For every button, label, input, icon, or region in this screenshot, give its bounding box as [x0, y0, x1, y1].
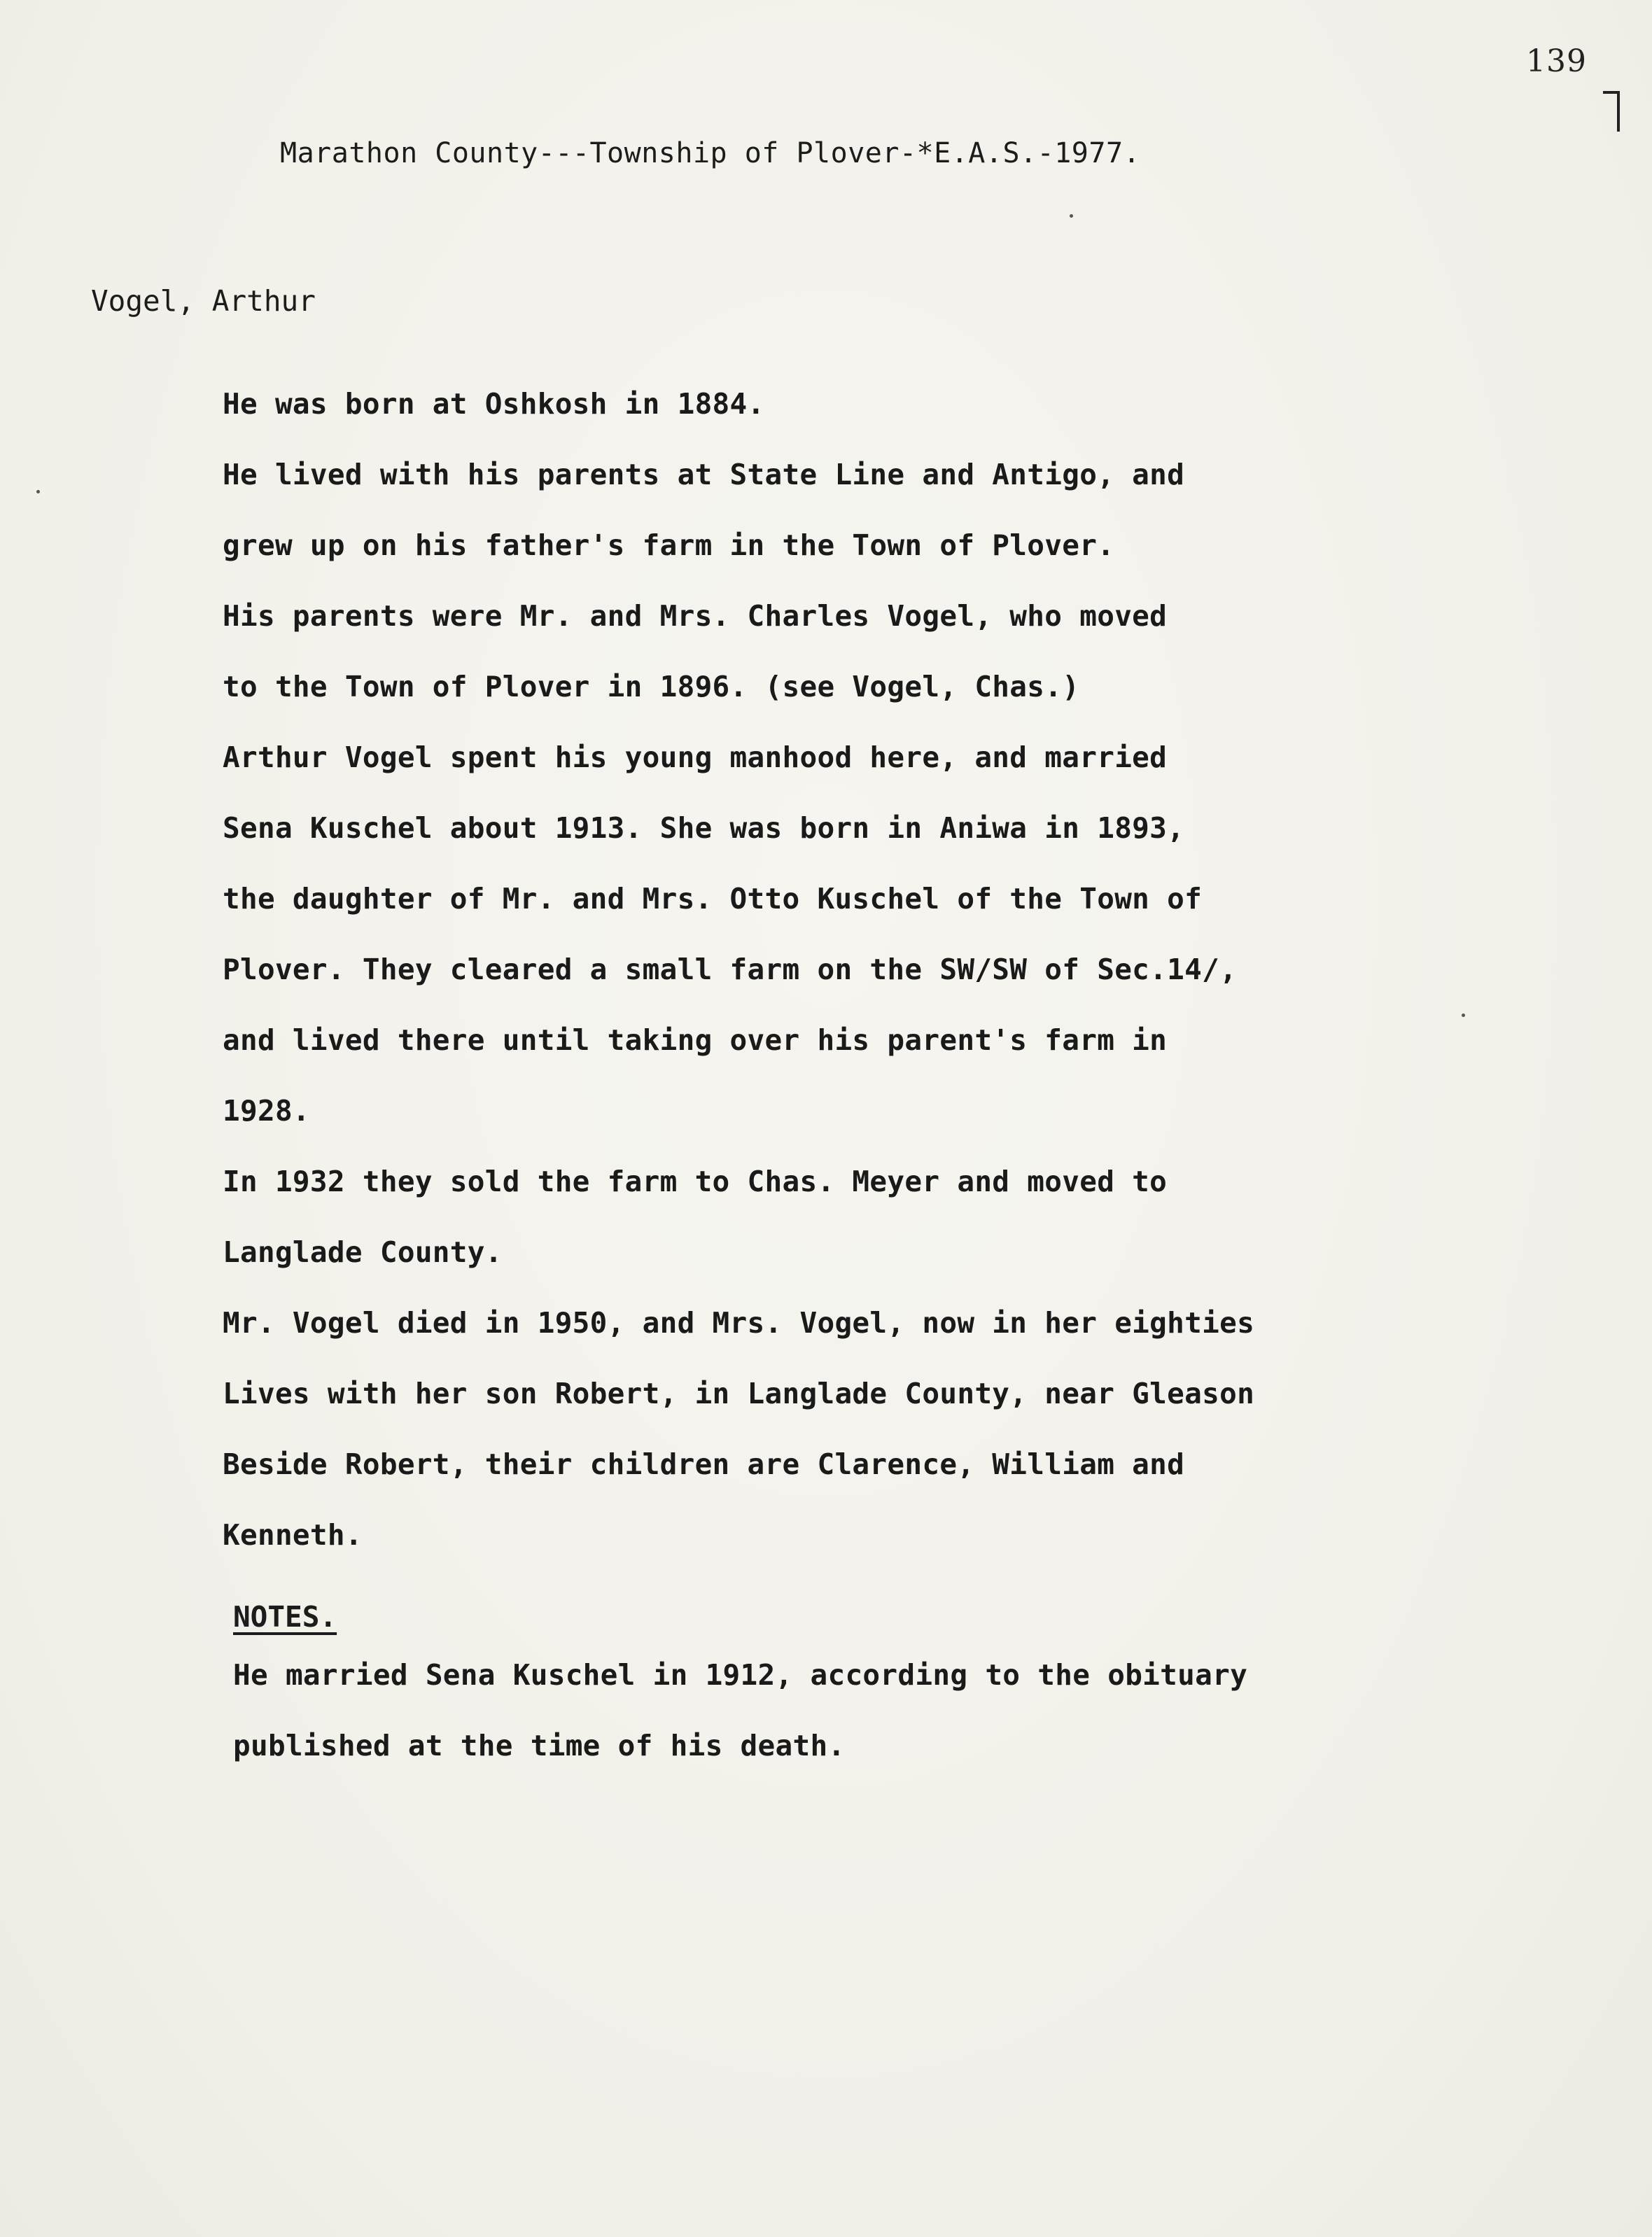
paper-speck: [1462, 1014, 1465, 1017]
body-line: Sena Kuschel about 1913. She was born in Aniwa in 1893,: [223, 811, 1185, 845]
corner-bracket-vertical: [1617, 91, 1620, 132]
body-line: Langlade County.: [223, 1235, 503, 1269]
notes-line: He married Sena Kuschel in 1912, according to the obituary: [233, 1658, 1248, 1692]
notes-line: published at the time of his death.: [233, 1729, 846, 1762]
paper-speck: [36, 490, 40, 493]
body-line: In 1932 they sold the farm to Chas. Meyer and moved to: [223, 1165, 1168, 1198]
notes-text: [233, 1657, 1563, 1799]
body-line: grew up on his father's farm in the Town of Plover.: [223, 528, 1115, 562]
body-line: Kenneth.: [223, 1518, 363, 1552]
body-line: Lives with her son Robert, in Langlade County, near Gleason: [223, 1377, 1255, 1410]
body-line: Arthur Vogel spent his young manhood here, and married: [223, 741, 1168, 774]
paper-speck: [1070, 214, 1073, 218]
body-line: Mr. Vogel died in 1950, and Mrs. Vogel, now in her eighties: [223, 1306, 1255, 1340]
body-line: to the Town of Plover in 1896. (see Vogel, Chas.): [223, 670, 1080, 703]
subject-name: Vogel, Arthur: [91, 284, 316, 318]
page-number: 139: [1526, 43, 1587, 79]
document-header: Marathon County---Township of Plover-*E.A.S.-1977.: [280, 137, 1141, 169]
body-line: 1928.: [223, 1094, 310, 1128]
notes-heading: NOTES.: [233, 1600, 337, 1634]
body-text: [223, 386, 1553, 1588]
body-line: He was born at Oshkosh in 1884.: [223, 387, 765, 421]
corner-bracket-mark: [1603, 91, 1621, 133]
body-line: the daughter of Mr. and Mrs. Otto Kuschel of the Town of: [223, 882, 1203, 916]
body-line: He lived with his parents at State Line and Antigo, and: [223, 458, 1185, 491]
body-line: Plover. They cleared a small farm on the SW/SW of Sec.14/,: [223, 953, 1238, 986]
body-line: and lived there until taking over his parent's farm in: [223, 1023, 1168, 1057]
body-line: Beside Robert, their children are Clarence, William and: [223, 1447, 1185, 1481]
body-line: His parents were Mr. and Mrs. Charles Vogel, who moved: [223, 599, 1168, 633]
